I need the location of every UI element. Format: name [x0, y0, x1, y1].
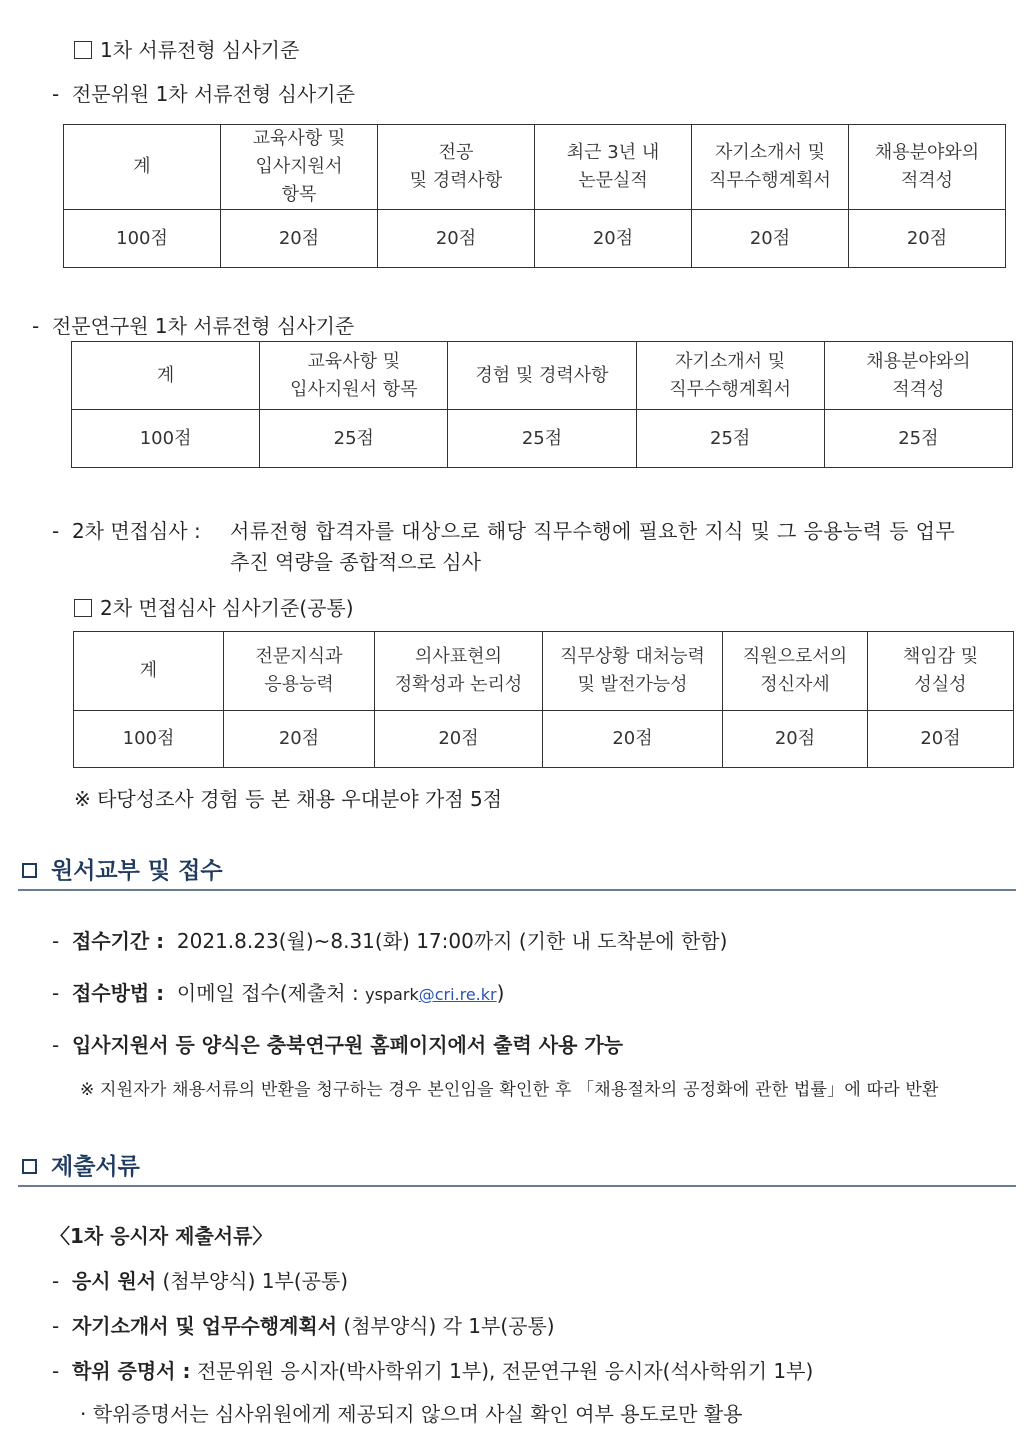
interview-criteria-heading: 2차 면접심사 심사기준(공통)	[74, 592, 354, 621]
table-header-cell	[221, 125, 378, 210]
table-header-cell	[692, 125, 849, 210]
header-text: 교육사항 및	[307, 350, 401, 372]
table-header-cell	[824, 342, 1012, 410]
table-cell: 20점	[535, 210, 692, 268]
table-cell: 20점	[692, 210, 849, 268]
section-title-documents: 제출서류	[22, 1148, 140, 1181]
header-text: 정신자세	[760, 674, 830, 695]
table-value-row	[64, 210, 1006, 268]
document-item-application: - 응시 원서 (첨부양식) 1부(공통)	[52, 1269, 349, 1293]
table-header-cell	[375, 632, 543, 711]
header-text: 채용분야와의	[874, 142, 980, 163]
application-method: - 접수방법 : 이메일 접수(제출처 : yspark@cri.re.kr)	[52, 981, 505, 1005]
header-text: 경험 및 경력사항	[475, 364, 609, 386]
application-period: - 접수기간 : 2021.8.23(월)~8.31(화) 17:00까지 (기한 내 도착분에 한함)	[52, 929, 728, 953]
header-text: 직무상황 대처능력	[560, 646, 705, 667]
header-text: 교육사항 및	[252, 128, 346, 149]
section-divider	[18, 889, 1016, 891]
section-divider	[18, 1185, 1016, 1187]
interview-description-line1: 서류전형 합격자를 대상으로 해당 직무수행에 필요한 지식 및 그 응용능력 등 업무	[230, 519, 956, 543]
table-cell: 20점	[543, 711, 723, 768]
header-text: 최근 3년 내	[566, 142, 660, 163]
email-link[interactable]: @cri.re.kr	[418, 985, 497, 1004]
table-cell: 20점	[849, 210, 1006, 268]
form-download-note: - 입사지원서 등 양식은 충북연구원 홈페이지에서 출력 사용 가능	[52, 1033, 623, 1057]
interview-criteria-table	[73, 631, 1014, 768]
table-value-row	[74, 711, 1014, 768]
checkbox-icon	[74, 41, 92, 59]
expert-criteria-table	[63, 124, 1006, 268]
table-header-cell	[448, 342, 636, 410]
table-cell: 100점	[72, 410, 260, 468]
header-text: 논문실적	[578, 170, 648, 191]
table-cell: 25점	[824, 410, 1012, 468]
bonus-note: ※ 타당성조사 경험 등 본 채용 우대분야 가점 5점	[74, 787, 503, 811]
header-text: 응용능력	[264, 674, 334, 695]
expert-criteria-heading: - 전문위원 1차 서류전형 심사기준	[52, 82, 355, 106]
header-text: 자기소개서 및	[675, 350, 786, 372]
table-header-cell	[636, 342, 824, 410]
table-cell: 25점	[260, 410, 448, 468]
table-header-cell	[535, 125, 692, 210]
document-item-self-intro: - 자기소개서 및 업무수행계획서 (첨부양식) 각 1부(공통)	[52, 1314, 555, 1338]
section-title-application: 원서교부 및 접수	[22, 852, 223, 885]
table-header-cell	[74, 632, 224, 711]
researcher-criteria-heading: - 전문연구원 1차 서류전형 심사기준	[32, 314, 355, 338]
header-text: 및 경력사항	[409, 170, 503, 191]
table-header-cell	[543, 632, 723, 711]
table-value-row	[72, 410, 1013, 468]
doc-heading-1: 1차 서류전형 심사기준	[74, 34, 299, 63]
header-text: 성실성	[914, 674, 967, 695]
header-text: 채용분야와의	[866, 350, 971, 372]
header-text: 항목	[281, 184, 317, 205]
researcher-criteria-table	[71, 341, 1013, 468]
table-header-cell	[723, 632, 868, 711]
table-cell: 20점	[378, 210, 535, 268]
table-header-cell	[224, 632, 375, 711]
table-cell: 20점	[375, 711, 543, 768]
interview-description-line2: 추진 역량을 종합적으로 심사	[230, 550, 481, 574]
header-text: 적격성	[892, 378, 945, 400]
header-text: 전공	[438, 142, 474, 163]
table-header-cell	[64, 125, 221, 210]
header-text: 자기소개서 및	[714, 142, 826, 163]
interview-description: - 2차 면접심사 :	[52, 519, 201, 543]
header-text: 직무수행계획서	[669, 378, 792, 400]
table-header-cell	[868, 632, 1014, 711]
table-header-cell	[849, 125, 1006, 210]
table-header-row	[74, 632, 1014, 711]
section-square-icon	[22, 1159, 37, 1174]
section-square-icon	[22, 863, 37, 878]
document-return-note: ※ 지원자가 채용서류의 반환을 청구하는 경우 본인임을 확인한 후 「채용절차의 공정화에 관한 법률」에 따라 반환	[80, 1080, 939, 1100]
table-cell: 25점	[448, 410, 636, 468]
table-header-row	[72, 342, 1013, 410]
header-text: 적격성	[900, 170, 954, 191]
table-header-cell	[378, 125, 535, 210]
header-text: 계	[156, 364, 175, 386]
table-cell: 25점	[636, 410, 824, 468]
table-header-cell	[260, 342, 448, 410]
table-header-cell	[72, 342, 260, 410]
checkbox-icon	[74, 599, 92, 617]
table-header-row	[64, 125, 1006, 210]
table-cell: 100점	[74, 711, 224, 768]
document-item-degree: - 학위 증명서 : 전문위원 응시자(박사학위기 1부), 전문연구원 응시자(석사학위기 1부)	[52, 1359, 814, 1383]
header-text: 의사표현의	[415, 646, 502, 667]
table-cell: 20점	[868, 711, 1014, 768]
header-text: 정확성과 논리성	[394, 674, 523, 695]
header-text: 직원으로서의	[742, 646, 848, 667]
header-text: 계	[139, 660, 158, 681]
header-text: 직무수행계획서	[709, 170, 831, 191]
degree-usage-note: · 학위증명서는 심사위원에게 제공되지 않으며 사실 확인 여부 용도로만 활용	[80, 1402, 743, 1426]
header-text: 전문지식과	[255, 646, 343, 667]
header-text: 입사지원서	[255, 156, 343, 177]
header-text: 책임감 및	[902, 646, 979, 667]
table-cell: 100점	[64, 210, 221, 268]
table-cell: 20점	[221, 210, 378, 268]
header-text: 입사지원서 항목	[290, 378, 418, 400]
table-cell: 20점	[224, 711, 375, 768]
documents-subheading: 〈1차 응시자 제출서류〉	[50, 1224, 273, 1248]
header-text: 및 발전가능성	[577, 674, 688, 695]
header-text: 계	[133, 156, 151, 177]
table-cell: 20점	[723, 711, 868, 768]
